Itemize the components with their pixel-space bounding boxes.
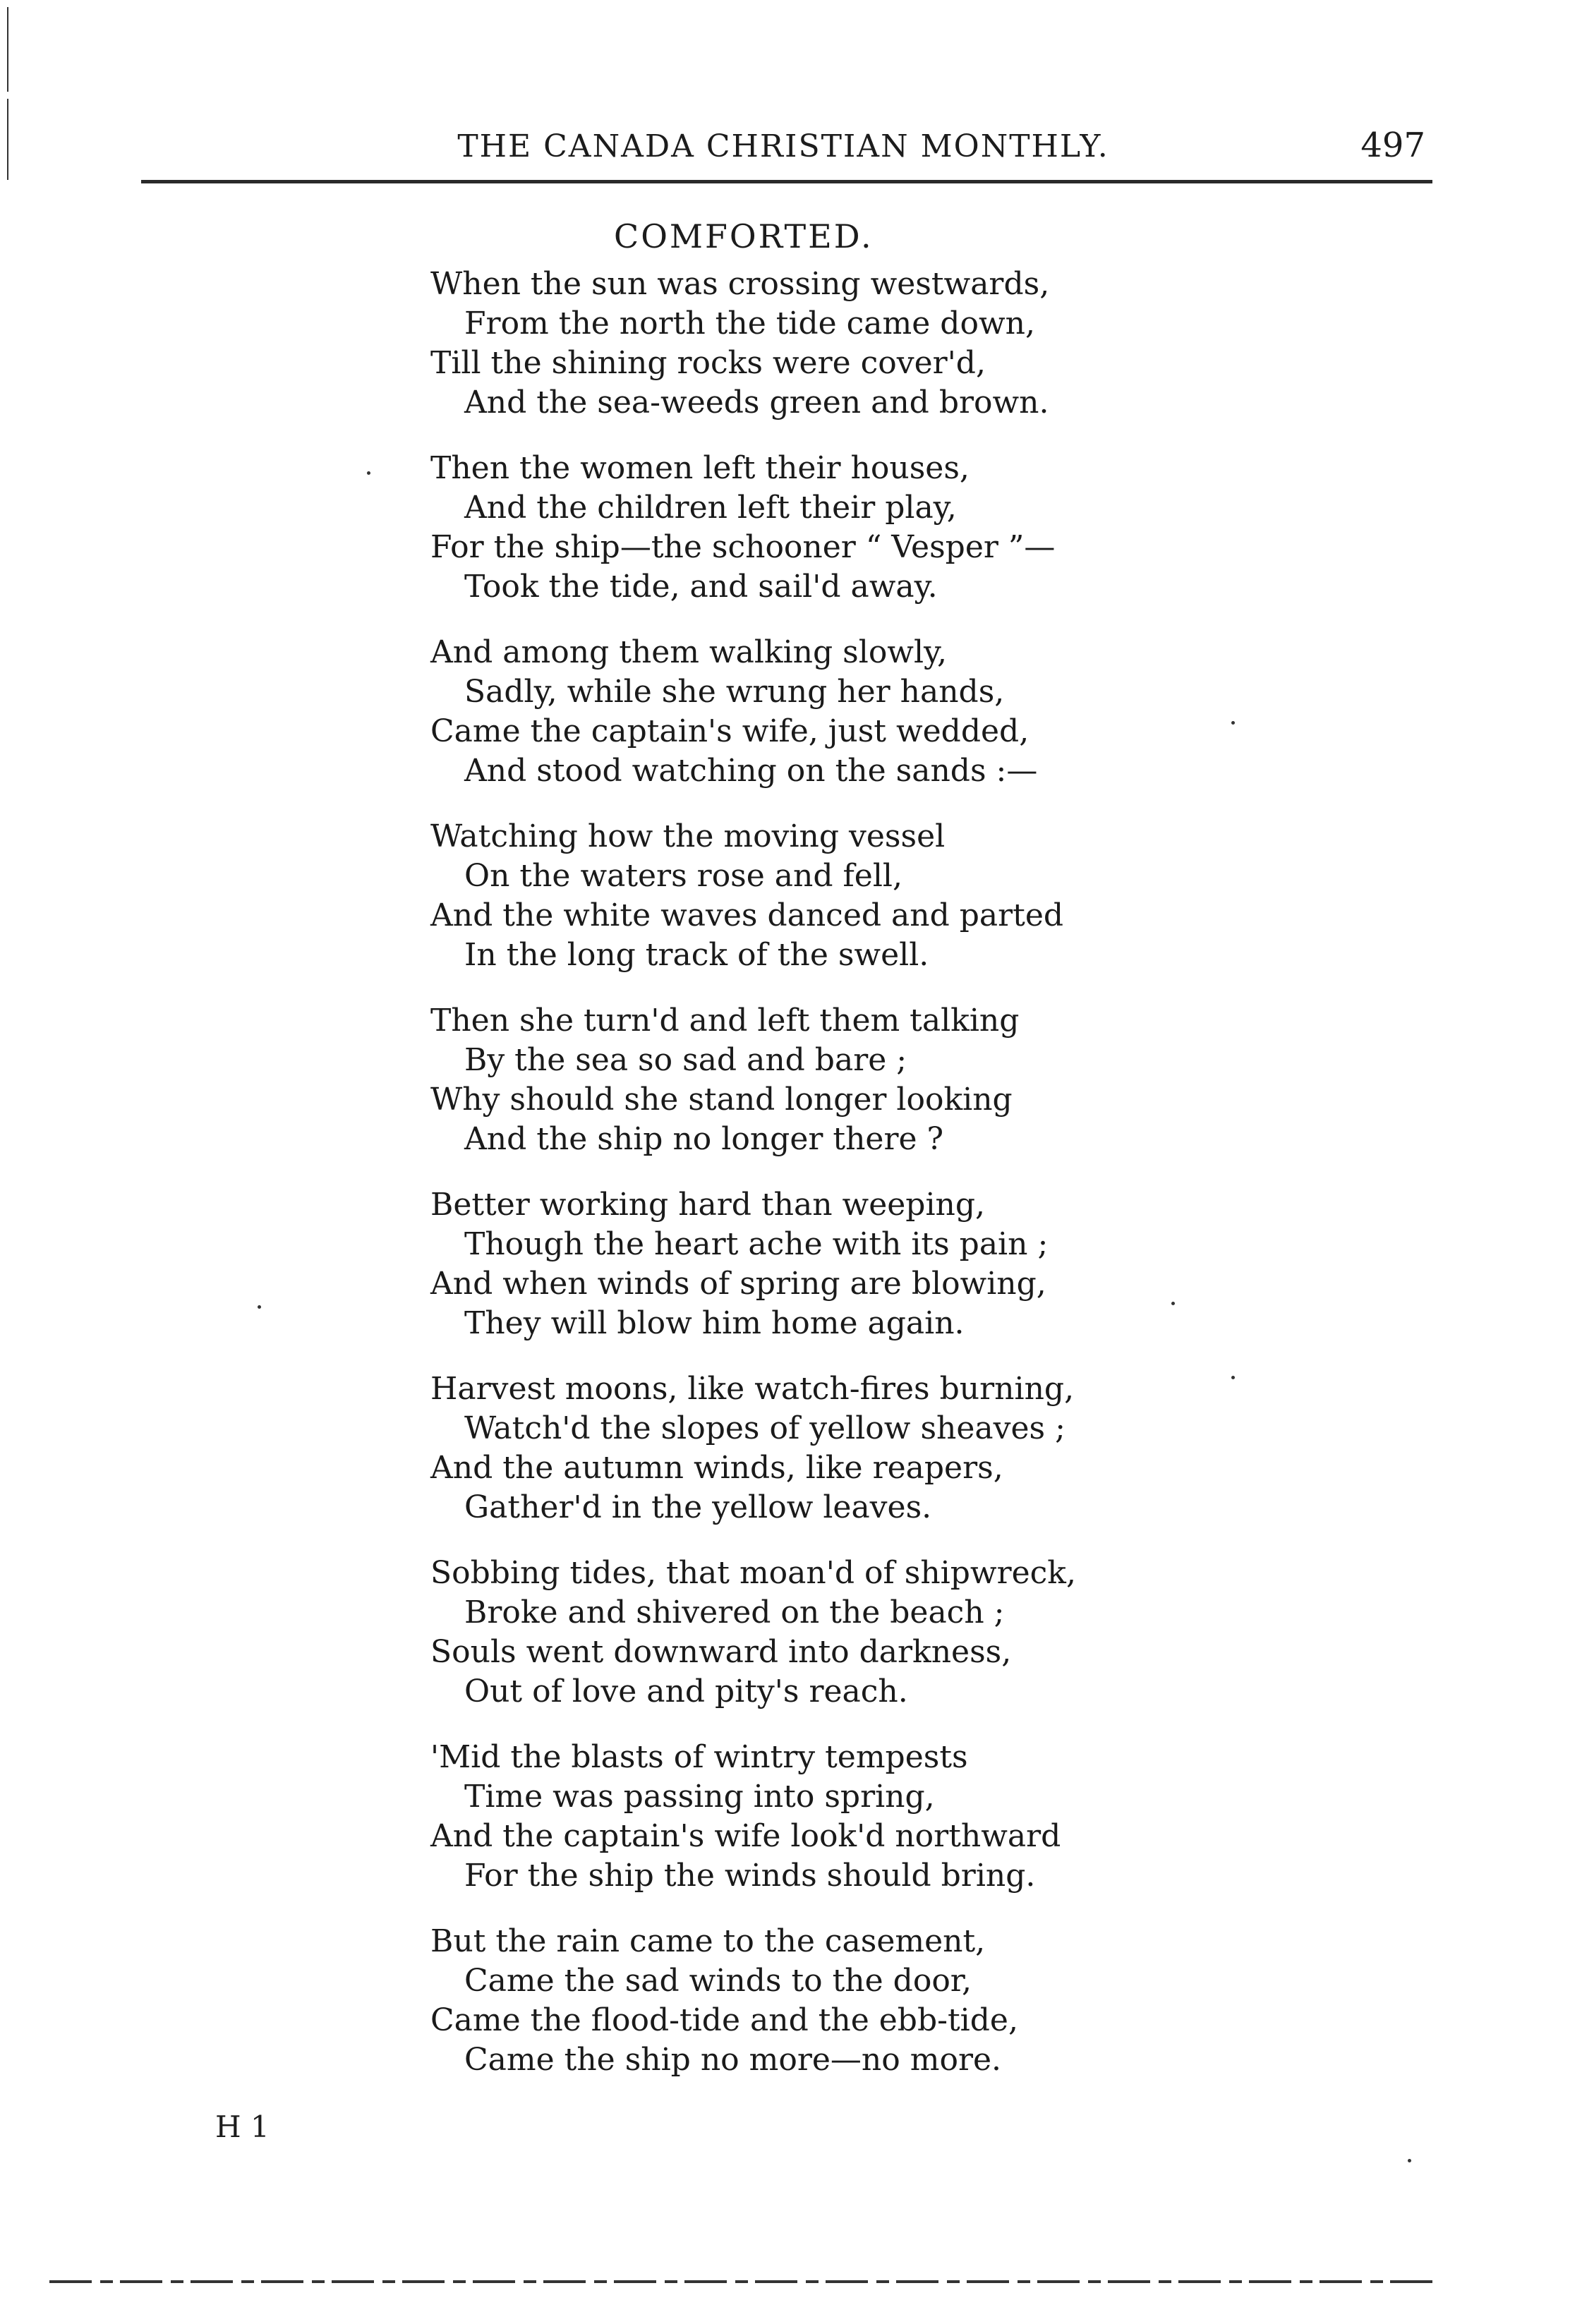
poem-body — [430, 238, 1348, 2080]
poem-line: Came the ship no more—no more. — [464, 2042, 1002, 2078]
poem-stanza — [430, 1738, 1348, 1896]
poem-stanza — [430, 633, 1348, 791]
poem-line: And the autumn winds, like reapers, — [430, 1450, 1003, 1486]
poem-stanza — [430, 449, 1348, 607]
footer-rule — [49, 2280, 1432, 2283]
poem-line: And the ship no longer there ? — [464, 1121, 944, 1157]
poem-line: Broke and shivered on the beach ; — [464, 1594, 1005, 1630]
scan-edge-mark — [7, 99, 8, 180]
poem-line: Came the flood-tide and the ebb-tide, — [430, 2002, 1018, 2038]
poem-line: And the sea-weeds green and brown. — [464, 385, 1049, 420]
poem-line: And the white waves danced and parted — [430, 897, 1064, 933]
poem-line: Better working hard than weeping, — [430, 1187, 986, 1223]
poem-stanza — [430, 1001, 1348, 1159]
poem-stanza — [430, 1369, 1348, 1527]
poem-stanza — [430, 1554, 1348, 1712]
poem-line: Then she turn'd and left them talking — [430, 1003, 1020, 1039]
poem-line: Sadly, while she wrung her hands, — [464, 674, 1005, 710]
poem-stanza — [430, 1185, 1348, 1343]
signature-mark: H 1 — [215, 2110, 270, 2144]
poem-line: In the long track of the swell. — [464, 937, 929, 973]
scan-speck — [367, 471, 370, 475]
poem-line: Harvest moons, like watch-fires burning, — [430, 1371, 1075, 1407]
poem-line: For the ship the winds should bring. — [464, 1858, 1036, 1894]
poem-line: Took the tide, and sail'd away. — [464, 569, 938, 605]
poem-line: Watch'd the slopes of yellow sheaves ; — [464, 1410, 1065, 1446]
poem-line: Came the sad winds to the door, — [464, 1963, 972, 1999]
poem-title: COMFORTED. — [614, 217, 874, 255]
scan-speck — [1231, 1376, 1235, 1379]
poem-line: And among them walking slowly, — [430, 634, 948, 670]
poem-line: By the sea so sad and bare ; — [464, 1042, 907, 1078]
scan-edge-mark — [7, 7, 8, 92]
scan-speck — [1408, 2159, 1411, 2162]
poem-line: And when winds of spring are blowing, — [430, 1266, 1046, 1302]
poem-line: And the captain's wife look'd northward — [430, 1818, 1061, 1854]
poem-stanza — [430, 1922, 1348, 2080]
poem-line: Till the shining rocks were cover'd, — [430, 345, 986, 381]
poem-line: Watching how the moving vessel — [430, 818, 946, 854]
scan-speck — [258, 1305, 261, 1309]
poem-line: And the children left their play, — [464, 490, 957, 526]
poem-line: Though the heart ache with its pain ; — [464, 1226, 1049, 1262]
poem-line: From the north the tide came down, — [464, 305, 1035, 341]
scan-speck — [1171, 1302, 1175, 1305]
poem-line: Gather'd in the yellow leaves. — [464, 1489, 932, 1525]
poem-stanza — [430, 265, 1348, 423]
poem-line: And stood watching on the sands :— — [464, 753, 1038, 789]
poem-line: But the rain came to the casement, — [430, 1923, 986, 1959]
poem-line: Out of love and pity's reach. — [464, 1674, 908, 1709]
poem-line: They will blow him home again. — [464, 1305, 965, 1341]
poem-line: For the ship—the schooner “ Vesper ”— — [430, 529, 1056, 565]
poem-line: Souls went downward into darkness, — [430, 1634, 1012, 1670]
page-number: 497 — [1360, 126, 1425, 165]
poem-line: When the sun was crossing westwards, — [430, 266, 1050, 302]
header-rule — [141, 180, 1432, 183]
poem-line: Came the captain's wife, just wedded, — [430, 713, 1030, 749]
poem-line: Time was passing into spring, — [464, 1779, 935, 1815]
poem-line: Then the women left their houses, — [430, 450, 970, 486]
poem-line: On the waters rose and fell, — [464, 858, 902, 894]
poem-line: Why should she stand longer looking — [430, 1082, 1013, 1118]
scan-speck — [1231, 721, 1235, 725]
running-head: THE CANADA CHRISTIAN MONTHLY. — [457, 128, 1109, 164]
poem-line: 'Mid the blasts of wintry tempests — [430, 1739, 968, 1775]
poem-stanza — [430, 817, 1348, 975]
poem-line: Sobbing tides, that moan'd of shipwreck, — [430, 1555, 1076, 1591]
